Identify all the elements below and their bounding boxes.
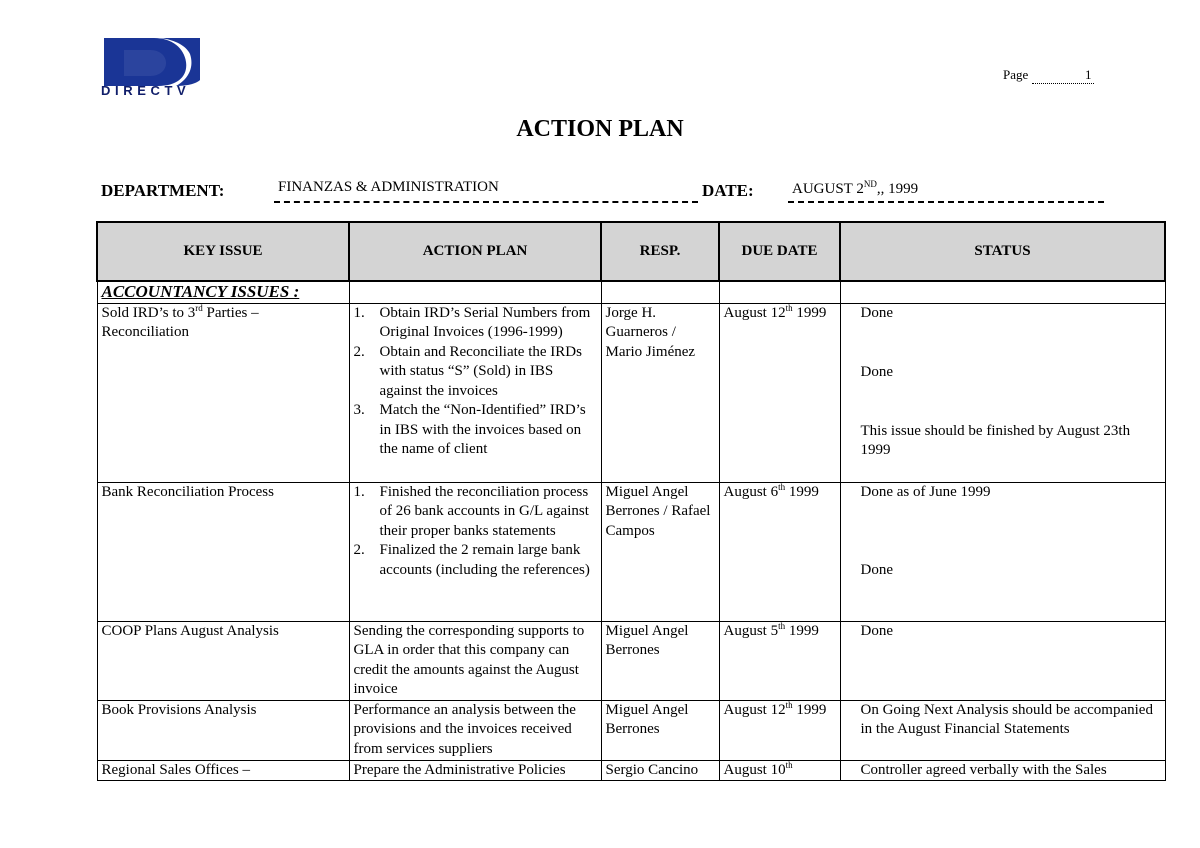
- status-text: Done: [860, 304, 893, 321]
- page-label: Page: [1003, 67, 1029, 82]
- key-issue-cell: Book Provisions Analysis: [97, 700, 349, 760]
- table-row: [97, 303, 1165, 482]
- resp-cell: Miguel Angel Berrones / Rafael Campos: [601, 482, 719, 621]
- action-plan-cell: Prepare the Administrative Policies: [349, 760, 601, 781]
- section-row: [97, 281, 1165, 303]
- department-value: FINANZAS & ADMINISTRATION: [274, 179, 698, 203]
- key-issue-cell: Sold IRD’s to 3rd Parties – Reconciliation: [97, 303, 349, 482]
- action-plan-table: [96, 221, 1166, 781]
- status-cell: [840, 303, 1165, 482]
- column-header-due-date: DUE DATE: [719, 222, 840, 281]
- column-header-status: STATUS: [840, 222, 1165, 281]
- due-date-cell: August 6th 1999: [719, 482, 840, 621]
- status-text: Done: [860, 561, 893, 578]
- action-plan-cell: [349, 482, 601, 621]
- key-issue-cell: COOP Plans August Analysis: [97, 621, 349, 700]
- date-value: AUGUST 2ND,, 1999: [788, 179, 1104, 203]
- table-row: [97, 760, 1165, 781]
- section-title: ACCOUNTANCY ISSUES :: [97, 281, 349, 303]
- table-row: [97, 700, 1165, 760]
- resp-cell: Miguel Angel Berrones: [601, 621, 719, 700]
- action-plan-cell: Sending the corresponding supports to GLA in order that this company can credit the amounts against the August invoice: [349, 621, 601, 700]
- status-cell: [840, 482, 1165, 621]
- document-title: ACTION PLAN: [516, 116, 684, 142]
- action-plan-cell: Performance an analysis between the provisions and the invoices received from services suppliers: [349, 700, 601, 760]
- resp-cell: Sergio Cancino: [601, 760, 719, 781]
- table-header-row: [97, 222, 1165, 281]
- action-step: 2. Finalized the 2 remain large bank accounts (including the references): [353, 542, 590, 578]
- resp-cell: Miguel Angel Berrones: [601, 700, 719, 760]
- date-label: DATE:: [702, 181, 754, 200]
- key-issue-cell: Bank Reconciliation Process: [97, 482, 349, 621]
- action-step: 2. Obtain and Reconciliate the IRDs with status “S” (Sold) in IBS against the invoices: [353, 343, 582, 399]
- key-issue-cell: Regional Sales Offices –: [97, 760, 349, 781]
- status-cell: On Going Next Analysis should be accompanied in the August Financial Statements: [840, 700, 1165, 760]
- due-date-cell: August 12th 1999: [719, 303, 840, 482]
- status-text: This issue should be finished by August 23th 1999: [860, 422, 1131, 458]
- due-date-cell: August 12th 1999: [719, 700, 840, 760]
- status-text: Done as of June 1999: [860, 483, 991, 500]
- action-step: 3. Match the “Non-Identified” IRD’s in IBS with the invoices based on the name of client: [353, 402, 586, 457]
- column-header-resp: RESP.: [601, 222, 719, 281]
- due-date-cell: August 10th: [719, 760, 840, 781]
- status-cell: Done: [840, 621, 1165, 700]
- table-row: [97, 482, 1165, 621]
- logo-wordmark: DIRECTV: [101, 83, 191, 98]
- action-plan-cell: [349, 303, 601, 482]
- column-header-action-plan: ACTION PLAN: [349, 222, 601, 281]
- department-label: DEPARTMENT:: [101, 181, 225, 200]
- table-row: [97, 621, 1165, 700]
- page-number: 1: [1032, 67, 1094, 84]
- status-cell: Controller agreed verbally with the Sales: [840, 760, 1165, 781]
- page-indicator: [1003, 67, 1094, 84]
- action-step: 1. Obtain IRD’s Serial Numbers from Original Invoices (1996-1999): [353, 304, 591, 340]
- status-text: Done: [860, 363, 893, 380]
- resp-cell: Jorge H. Guarneros / Mario Jiménez: [601, 303, 719, 482]
- action-step: 1. Finished the reconciliation process of 26 bank accounts in G/L against their proper banks statements: [353, 483, 589, 539]
- due-date-cell: August 5th 1999: [719, 621, 840, 700]
- column-header-key-issue: KEY ISSUE: [97, 222, 349, 281]
